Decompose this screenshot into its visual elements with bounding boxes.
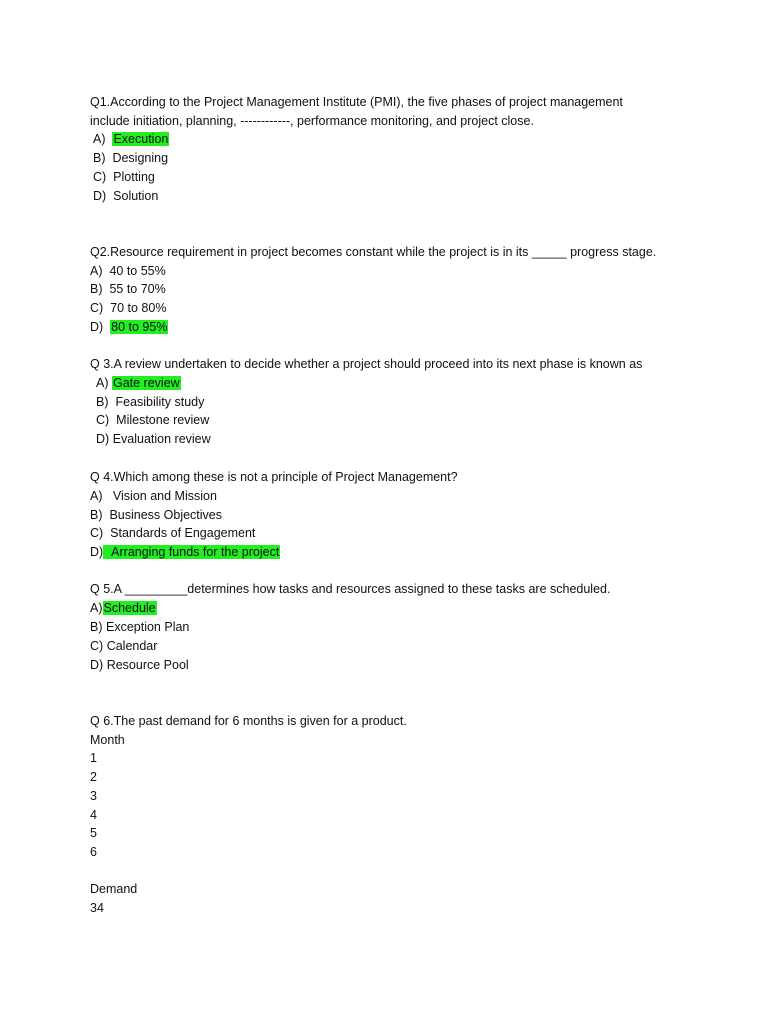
- q2-option-b: [90, 280, 166, 298]
- q4-question: Q 4.Which among these is not a principle of Project Management?: [90, 470, 458, 484]
- q2-option-d-letter: D): [90, 320, 104, 334]
- q5-question: Q 5.A _________determines how tasks and resources assigned to these tasks are scheduled.: [90, 582, 611, 596]
- q5-option-c-text: Calendar: [106, 639, 158, 653]
- q6-month-4: 4: [90, 808, 97, 822]
- q4-option-d-text: Arranging funds for the project: [111, 545, 280, 559]
- q4-option-d-letter: D): [90, 545, 104, 559]
- q5-option-d-text: Resource Pool: [106, 658, 189, 672]
- q3-option-b-text: Feasibility study: [115, 395, 205, 409]
- q4-option-a-letter: A): [90, 489, 103, 503]
- q5-option-b-text: Exception Plan: [105, 620, 190, 634]
- q4-option-b-letter: B): [90, 508, 103, 522]
- q2-option-a-letter: A): [90, 264, 103, 278]
- q6-demand-header: Demand: [90, 882, 138, 896]
- q1-option-a: [93, 130, 169, 148]
- q4-option-c-text: Standards of Engagement: [110, 526, 256, 540]
- q1-option-d-letter: D): [93, 189, 107, 203]
- q3-option-a-letter: A): [96, 376, 109, 390]
- q2-option-c: [90, 299, 166, 317]
- q2-option-c-text: 70 to 80%: [110, 301, 167, 315]
- q6-question: Q 6.The past demand for 6 months is given for a product.: [90, 714, 407, 728]
- q2-option-c-letter: C): [90, 301, 104, 315]
- q4-option-c-letter: C): [90, 526, 104, 540]
- q1-option-b-text: Designing: [112, 151, 169, 165]
- q5-option-b: [90, 618, 189, 636]
- q5-option-d: [90, 656, 189, 674]
- q6-month-1: 1: [90, 751, 97, 765]
- q5-option-d-letter: D): [90, 658, 104, 672]
- q2-option-b-letter: B): [90, 282, 103, 296]
- q2-option-b-text: 55 to 70%: [109, 282, 166, 296]
- q1-option-c: [93, 168, 155, 186]
- q1-question-line2: include initiation, planning, ------------, performance monitoring, and project close.: [90, 114, 534, 128]
- q6-month-5: 5: [90, 826, 97, 840]
- q5-option-c-letter: C): [90, 639, 104, 653]
- q1-option-b-letter: B): [93, 151, 106, 165]
- q4-option-d: [90, 543, 280, 561]
- q3-option-c: [96, 411, 209, 429]
- q3-option-c-letter: C): [96, 413, 110, 427]
- q3-option-d-letter: D): [96, 432, 110, 446]
- q1-option-d-text: Solution: [113, 189, 159, 203]
- q4-option-a-text: Vision and Mission: [112, 489, 217, 503]
- q4-option-b-text: Business Objectives: [109, 508, 223, 522]
- q5-option-b-letter: B): [90, 620, 103, 634]
- q5-option-a-letter: A): [90, 601, 103, 615]
- q2-option-d: [90, 318, 168, 336]
- q2-option-a-text: 40 to 55%: [109, 264, 166, 278]
- q1-question-line1: Q1.According to the Project Management Institute (PMI), the five phases of project management: [90, 95, 623, 109]
- q1-option-a-letter: A): [93, 132, 106, 146]
- q3-option-a: [96, 374, 181, 392]
- q2-option-a: [90, 262, 166, 280]
- q3-option-d-text: Evaluation review: [112, 432, 211, 446]
- q3-option-d: [96, 430, 211, 448]
- q2-question: Q2.Resource requirement in project becomes constant while the project is in its _____ progress stage.: [90, 245, 657, 259]
- q5-option-a: [90, 599, 157, 617]
- q3-option-b-letter: B): [96, 395, 109, 409]
- q3-question: Q 3.A review undertaken to decide whether a project should proceed into its next phase is known as: [90, 357, 643, 371]
- q3-option-c-text: Milestone review: [116, 413, 210, 427]
- q6-month-header: Month: [90, 733, 125, 747]
- q6-month-6: 6: [90, 845, 97, 859]
- q6-demand-1: 34: [90, 901, 104, 915]
- q1-option-d: [93, 187, 158, 205]
- q2-option-d-text-answer: 80 to 95%: [111, 320, 168, 334]
- q4-option-c: [90, 524, 255, 542]
- q3-option-b: [96, 393, 204, 411]
- q4-option-d-text-answer: [103, 545, 280, 559]
- q4-option-a: [90, 487, 217, 505]
- q1-option-a-text-answer: Execution: [113, 132, 169, 146]
- q3-option-a-text-answer: Gate review: [112, 376, 180, 390]
- q1-option-b: [93, 149, 168, 167]
- q1-option-c-letter: C): [93, 170, 107, 184]
- q5-option-c: [90, 637, 157, 655]
- q6-month-3: 3: [90, 789, 97, 803]
- q4-option-b: [90, 506, 222, 524]
- q6-month-2: 2: [90, 770, 97, 784]
- q1-option-c-text: Plotting: [113, 170, 155, 184]
- q5-option-a-text-answer: Schedule: [103, 601, 156, 615]
